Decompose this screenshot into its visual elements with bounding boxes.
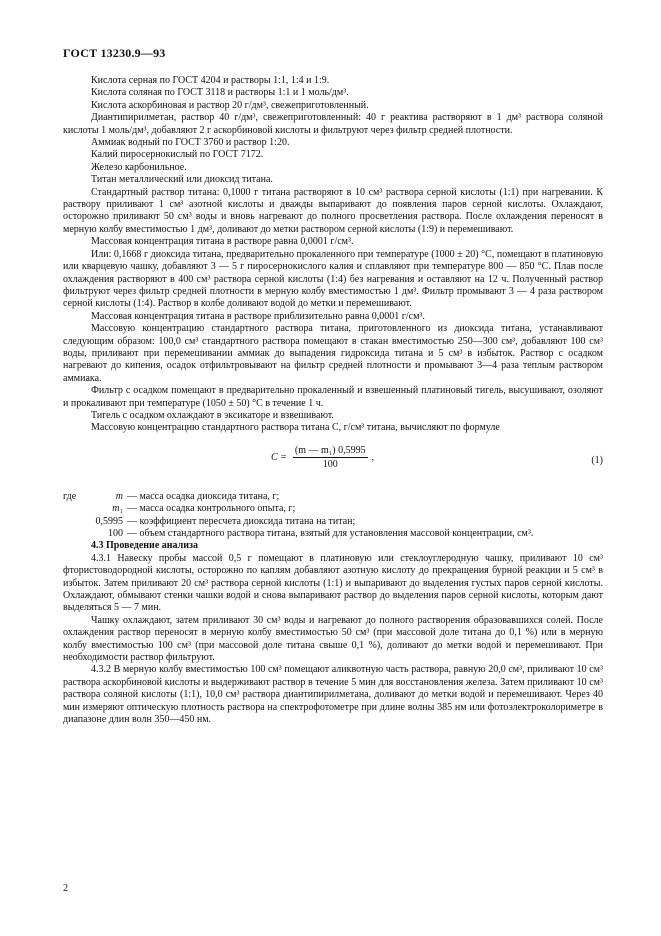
analysis-block xyxy=(63,553,603,727)
legend-text: — коэффициент пересчета диоксида титана на титан; xyxy=(127,515,356,527)
paragraph: Массовую концентрацию стандартного раствора титана C, г/см³ титана, вычисляют по формуле xyxy=(91,422,500,434)
section-heading: 4.3 Проведение анализа xyxy=(91,540,198,552)
paragraph: 4.3.1 Навеску пробы массой 0,5 г помещают в платиновую или стеклоуглеродную чашку, приливают 10 см³ фтористоводородной кислоты, осторожно по каплям добавляют азотную кислоту до прекращения бурной реакции и 5 см³ в избыток. Затем приливают 20 см³ раствора серной кислоты (1:1) и выпаривают до выделения густых паров серной кислоты. Охлаждают, обмывают стенки чашки водой и снова выпаривают раствор до выделения паров серной кислоты, которым дают выделяться 5 — 7 мин. xyxy=(63,552,603,614)
formula-expression xyxy=(271,445,374,470)
paragraph: Или: 0,1668 г диоксида титана, предварительно прокаленного при температуре (1000 ± 20) °С, помещают в платиновую или кварцевую чашку, добавляют 3 — 5 г пиросернокислого калия и сплавляют при температуре 800 — 850 °С. Плав после охлаждения растворяют в 400 см³ раствора серной кислоты (1:4) без нагревания и оставляют на 12 ч. Полученный раствор фильтруют через фильтр средней плотности в мерную колбу вместимостью 1 дм³. Фильтр промывают 3 — 4 раза раствором серной кислоты (1:4). Раствор в колбе доливают водой до метки и перемешивают. xyxy=(63,248,603,310)
formula-legend xyxy=(63,491,603,541)
legend-symbol: 0,5995 xyxy=(95,515,123,527)
document-page xyxy=(63,46,603,727)
legend-text: — объем стандартного раствора титана, взятый для установления массовой концентрации, см³. xyxy=(127,528,534,539)
document-header: ГОСТ 13230.9—93 xyxy=(63,46,166,60)
legend-text: — масса осадка контрольного опыта, г; xyxy=(127,503,296,515)
formula-1 xyxy=(63,443,603,485)
legend-symbol: m₁ xyxy=(112,503,123,515)
legend-symbol: m xyxy=(115,490,123,502)
formula-numerator: (m — m₁) 0,5995 xyxy=(294,444,366,456)
paragraph: Диантипирилметан, раствор 40 г/дм³, свежеприготовленный: 40 г реактива растворяют в 1 дм³ раствора соляной кислоты 1 моль/дм³, добавляют 2 г аскорбиновой кислоты и фильтруют через фильтр средней плотности. xyxy=(63,112,603,136)
paragraph: Массовая концентрация титана в растворе равна 0,0001 г/см³. xyxy=(91,236,354,248)
paragraph: Стандартный раствор титана: 0,1000 г титана растворяют в 10 см³ раствора серной кислоты (1:1) при нагревании. К раствору приливают 1 см³ азотной кислоты и дважды выпаривают до появления паров серной кислоты. Охлаждают, осторожно приливают 50 см³ воды и вновь нагревают до полного просветления раствора. После охлаждения переносят в мерную колбу вместимостью 1 дм³, доливают до метки раствором серной кислоты (1:9) и перемешивают. xyxy=(63,186,603,235)
paragraph: Чашку охлаждают, затем приливают 30 см³ воды и нагревают до полного растворения образовавшихся солей. После охлаждения раствор переносят в мерную колбу вместимостью 50 см³ (при массовой доле титана до 0,1 %) или в мерную колбу вместимостью 100 см³ (при массовой доле титана свыше 0,1 %), доливают до метки водой и перемешивают. При необходимости раствор фильтруют. xyxy=(63,614,603,664)
paragraph: Тигель с осадком охлаждают в эксикаторе и взвешивают. xyxy=(91,409,334,421)
legend-text: — масса осадка диоксида титана, г; xyxy=(127,490,280,502)
paragraph: Кислота серная по ГОСТ 4204 и растворы 1:1, 1:4 и 1:9. xyxy=(91,75,330,86)
formula-tail: , xyxy=(371,451,375,463)
legend-row xyxy=(63,491,603,503)
formula-denominator: 100 xyxy=(322,458,338,470)
legend-row xyxy=(63,528,603,540)
formula-number: (1) xyxy=(591,454,603,466)
legend-prefix: где xyxy=(63,490,77,502)
paragraph: Аммиак водный по ГОСТ 3760 и раствор 1:20. xyxy=(91,137,290,149)
legend-row xyxy=(63,503,603,515)
paragraph: Калий пиросернокислый по ГОСТ 7172. xyxy=(91,149,264,161)
paragraph: Массовая концентрация титана в растворе приблизительно равна 0,0001 г/см³. xyxy=(91,310,425,322)
reagents-block xyxy=(63,75,603,435)
paragraph: Массовую концентрацию стандартного раствора титана, приготовленного из диоксида титана, устанавливают следующим образом: 100,0 см³ стандартного раствора помещают в стакан вместимостью 250—300 см³, добавляют 100 см³ воды, приливают при перемешивании аммиак до выпадения гидроксида титана и 5 см³ в избыток. Раствор с осадком нагревают до кипения, осадок отфильтровывают на фильтр средней плотности и промывают 3—4 раза теплым раствором аммиака. xyxy=(63,323,603,384)
paragraph: Титан металлический или диоксид титана. xyxy=(91,174,273,186)
formula-fraction xyxy=(293,445,368,470)
legend-symbol: 100 xyxy=(108,528,123,539)
paragraph: 4.3.2 В мерную колбу вместимостью 100 см³ помещают аликвотную часть раствора, равную 20,0 см³, приливают 10 см³ раствора аскорбиновой кислоты и выдерживают раствор в течение 5 мин для восстановления железа. Затем приливают 10 см³ раствора соляной кислоты (1:1), 10,0 см³ раствора диантипирилметана, доливают до метки водой и перемешивают. Через 40 мин измеряют оптическую плотность раствора на спектрофотометре при длине волны 385 нм или фотоэлектроколориметре в диапазоне длин волн 350—450 нм. xyxy=(63,664,603,726)
paragraph: Фильтр с осадком помещают в предварительно прокаленный и взвешенный платиновый тигель, высушивают, озоляют и прокаливают при температуре (1050 ± 50) °С в течение 1 ч. xyxy=(63,385,603,409)
paragraph: Кислота аскорбиновая и раствор 20 г/дм³, свежеприготовленный. xyxy=(91,99,369,111)
legend-row xyxy=(63,516,603,528)
page-number: 2 xyxy=(63,883,68,894)
formula-lhs: C = xyxy=(271,451,287,463)
paragraph: Кислота соляная по ГОСТ 3118 и растворы 1:1 и 1 моль/дм³. xyxy=(91,87,349,99)
paragraph: Железо карбонильное. xyxy=(91,161,187,173)
